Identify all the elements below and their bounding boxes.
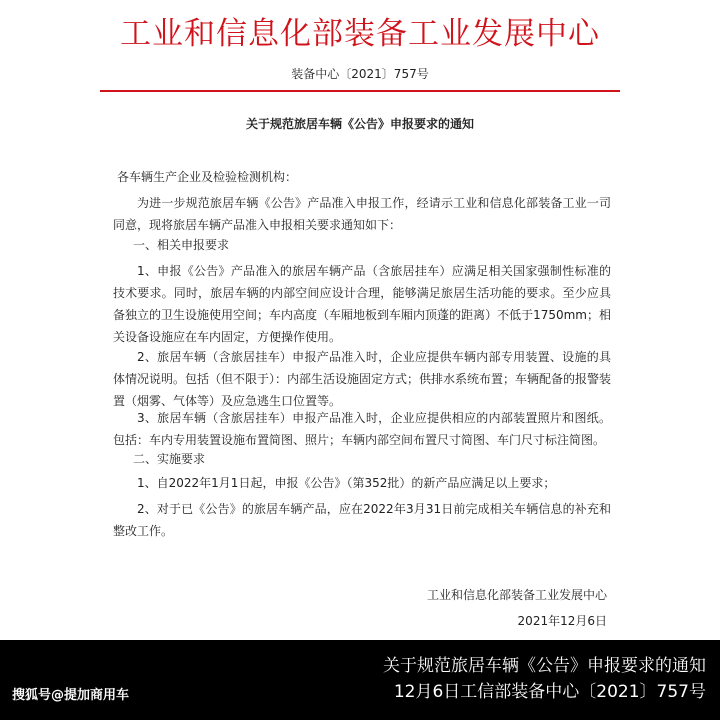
- red-divider-line: [100, 90, 620, 92]
- caption-bar: [0, 640, 720, 720]
- section-heading-implementation: 二、实施要求: [133, 452, 206, 466]
- document-number: 装备中心〔2021〕757号: [291, 67, 429, 81]
- source-watermark: 搜狐号@提加商用车: [12, 688, 130, 703]
- salutation: 各车辆生产企业及检验检测机构：: [117, 170, 298, 184]
- requirement-item-3: 3、旅居车辆（含旅居挂车）申报产品准入时，企业应提供相应的内部装置照片和图纸。包括：车内专用装置设施布置简图、照片；车辆内部空间布置尺寸简图、车门尺寸标注简图。: [113, 411, 611, 447]
- implementation-item-1: 1、自2022年1月1日起，申报《公告》（第352批）的新产品应满足以上要求；: [137, 476, 556, 490]
- implementation-item-2: 2、对于已《公告》的旅居车辆产品，应在2022年3月31日前完成相关车辆信息的补充和整改工作。: [113, 502, 611, 538]
- requirement-item-1: 1、申报《公告》产品准入的旅居车辆产品（含旅居挂车）应满足相关国家强制性标准的技术要求。同时，旅居车辆的内部空间应设计合理，能够满足旅居生活功能的要求。至少应具备独立的卫生设施使用空间；车内高度（车厢地板到车厢内顶蓬的距离）不低于1750mm；相关设备设施应在车内固定，方便操作使用。: [113, 264, 611, 344]
- signature-organization: 工业和信息化部装备工业发展中心: [426, 588, 607, 602]
- requirement-item-2: 2、旅居车辆（含旅居挂车）申报产品准入时，企业应提供车辆内部专用装置、设施的具体情况说明。包括（但不限于）：内部生活设施固定方式；供排水系统布置；车辆配备的报警装置（烟雾、气体等）及应急逃生口位置等。: [113, 350, 612, 408]
- section-heading-requirements: 一、相关申报要求: [133, 238, 230, 252]
- issuing-organization-title: 工业和信息化部装备工业发展中心: [120, 16, 600, 52]
- intro-paragraph: 为进一步规范旅居车辆《公告》产品准入申报工作，经请示工业和信息化部装备工业一司同意，现将旅居车辆产品准入申报相关要求通知如下：: [113, 196, 611, 232]
- notice-title: 关于规范旅居车辆《公告》申报要求的通知: [245, 117, 474, 131]
- caption-line-1: 关于规范旅居车辆《公告》申报要求的通知: [383, 656, 706, 676]
- caption-line-2: 12月6日工信部装备中心〔2021〕757号: [393, 682, 706, 702]
- signature-date: 2021年12月6日: [517, 614, 607, 628]
